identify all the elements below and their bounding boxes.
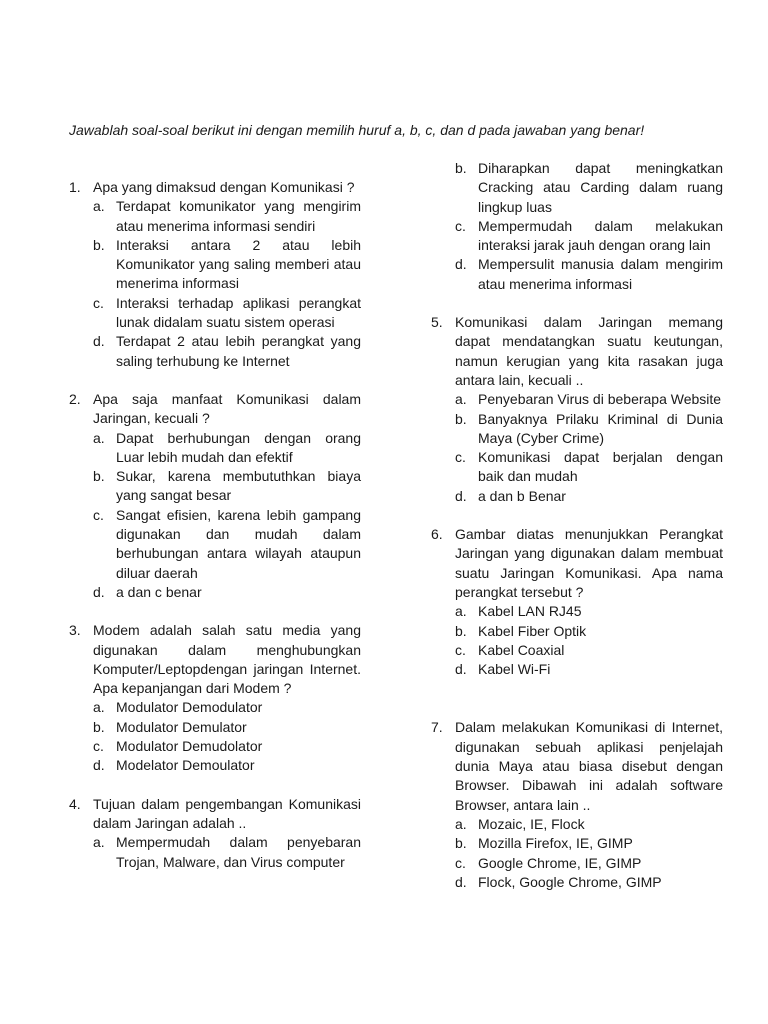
option-letter: c. — [455, 217, 466, 234]
option-text: Kabel LAN RJ45 — [478, 603, 582, 620]
option-d — [93, 583, 361, 602]
option-text: Mozaic, IE, Flock — [478, 815, 585, 832]
option-text: Komunikasi dapat berjalan dengan baik dan mudah — [478, 449, 723, 485]
option-letter: a. — [455, 815, 467, 832]
option-letter: d. — [455, 873, 467, 890]
option-letter: c. — [93, 506, 104, 523]
option-letter: d. — [455, 487, 467, 504]
option-text: Diharapkan dapat meningkatkan Cracking atau Carding dalam ruang lingkup luas — [478, 160, 723, 215]
option-letter: b. — [455, 835, 467, 852]
option-text: Interaksi terhadap aplikasi perangkat lunak didalam suatu sistem operasi — [116, 294, 361, 331]
right-column — [431, 159, 723, 911]
question-text: Tujuan dalam pengembangan Komunikasi dalam Jaringan adalah .. — [93, 795, 361, 831]
option-text: Google Chrome, IE, GIMP — [478, 854, 642, 871]
instruction-text: Jawablah soal-soal berikut ini dengan memilih huruf a, b, c, dan d pada jawaban yang benar! — [69, 122, 645, 138]
option-a — [455, 390, 723, 409]
option-c — [93, 506, 361, 583]
question-number: 5. — [431, 314, 443, 331]
option-text: Flock, Google Chrome, GIMP — [478, 873, 662, 890]
question-number: 1. — [69, 179, 81, 195]
option-a — [93, 197, 361, 236]
question-number: 6. — [431, 526, 443, 543]
option-a — [455, 602, 723, 621]
option-text: Sukar, karena membututhkan biaya yang sangat besar — [116, 468, 361, 504]
option-b — [455, 834, 723, 853]
option-text: Banyaknya Prilaku Kriminal di Dunia Maya (Cyber Crime) — [478, 410, 723, 446]
option-letter: c. — [93, 738, 104, 755]
option-text: Mozilla Firefox, IE, GIMP — [478, 835, 633, 852]
option-a — [93, 698, 361, 717]
left-column — [69, 178, 361, 891]
question-number: 2. — [69, 390, 81, 407]
option-letter: d. — [93, 757, 105, 774]
option-c — [455, 854, 723, 873]
option-letter: d. — [93, 583, 105, 600]
option-text: Mempersulit manusia dalam mengirim atau menerima informasi — [478, 256, 723, 292]
option-text: Terdapat komunikator yang mengirim atau menerima informasi sendiri — [116, 198, 361, 234]
option-b — [93, 467, 361, 506]
option-text: Modelator Demoulator — [116, 757, 255, 774]
option-d — [455, 873, 723, 892]
option-d — [455, 660, 723, 679]
question-number: 4. — [69, 795, 81, 812]
option-text: Modulator Demudolator — [116, 738, 263, 755]
option-text: a dan c benar — [116, 583, 202, 600]
option-text: Kabel Fiber Optik — [478, 622, 587, 639]
option-text: Mempermudah dalam penyebaran Trojan, Malware, dan Virus computer — [116, 834, 361, 870]
option-text: a dan b Benar — [478, 487, 566, 504]
option-c — [455, 217, 723, 256]
option-b — [93, 236, 361, 294]
option-letter: d. — [455, 256, 467, 273]
option-letter: c. — [455, 641, 466, 658]
option-text: Penyebaran Virus di beberapa Website — [478, 391, 722, 408]
question-7 — [431, 718, 723, 892]
option-letter: d. — [455, 661, 467, 678]
question-text: Modem adalah salah satu media yang digunakan dalam menghubungkan Komputer/Leptopdengan jaringan Internet. Apa kepanjangan dari Modem ? — [93, 622, 361, 697]
option-c — [455, 448, 723, 487]
option-text: Kabel Coaxial — [478, 641, 565, 658]
option-text: Dapat berhubungan dengan orang Luar lebih mudah dan efektif — [116, 429, 361, 465]
question-3 — [69, 621, 361, 775]
option-letter: a. — [93, 834, 105, 851]
question-4 — [69, 795, 361, 872]
option-a — [93, 833, 361, 872]
question-4-continued — [431, 159, 723, 294]
option-letter: b. — [93, 718, 105, 735]
option-letter: a. — [93, 429, 105, 446]
option-b — [455, 159, 723, 217]
option-a — [93, 429, 361, 468]
option-letter: d. — [93, 333, 105, 350]
option-d — [93, 756, 361, 775]
option-text: Interaksi antara 2 atau lebih Komunikator yang saling memberi atau menerima informasi — [116, 236, 361, 292]
question-1 — [69, 178, 361, 371]
option-letter: a. — [455, 603, 467, 620]
option-d — [455, 255, 723, 294]
option-b — [455, 410, 723, 449]
option-text: Sangat efisien, karena lebih gampang digunakan dan mudah dalam berhubungan antara wilayah ataupun diluar daerah — [116, 506, 361, 581]
question-number: 3. — [69, 622, 81, 639]
option-text: Mempermudah dalam melakukan interaksi jarak jauh dengan orang lain — [478, 217, 723, 254]
option-text: Modulator Demulator — [116, 718, 247, 735]
option-c — [455, 641, 723, 660]
option-letter: b. — [93, 236, 105, 253]
option-letter: b. — [455, 160, 467, 176]
option-letter: b. — [93, 468, 105, 485]
option-letter: a. — [93, 198, 105, 215]
option-letter: a. — [455, 391, 467, 408]
question-text: Apa saja manfaat Komunikasi dalam Jaringan, kecuali ? — [93, 390, 361, 427]
question-5 — [431, 313, 723, 506]
option-letter: a. — [93, 699, 105, 716]
question-number: 7. — [431, 719, 443, 736]
question-text: Dalam melakukan Komunikasi di Internet, digunakan sebuah aplikasi penjelajah dunia Maya atau biasa disebut dengan Browser. Dibawah ini adalah software Browser, antara lain .. — [455, 719, 723, 813]
option-text: Kabel Wi-Fi — [478, 661, 551, 678]
option-letter: b. — [455, 622, 467, 639]
question-6 — [431, 525, 723, 679]
option-letter: c. — [455, 854, 466, 871]
question-2 — [69, 390, 361, 602]
option-d — [455, 487, 723, 506]
option-b — [93, 718, 361, 737]
option-c — [93, 737, 361, 756]
option-c — [93, 294, 361, 333]
option-letter: c. — [455, 449, 466, 466]
option-d — [93, 332, 361, 371]
question-text: Gambar diatas menunjukkan Perangkat Jaringan yang digunakan dalam membuat suatu Jaringan Komunikasi. Apa nama perangkat tersebut ? — [455, 526, 723, 600]
option-a — [455, 815, 723, 834]
option-letter: c. — [93, 294, 104, 311]
question-text: Komunikasi dalam Jaringan memang dapat mendatangkan suatu keutungan, namun kerugian yang kita rasakan juga antara lain, kecuali .. — [455, 314, 723, 388]
option-text: Modulator Demodulator — [116, 699, 263, 716]
option-b — [455, 622, 723, 641]
option-text: Terdapat 2 atau lebih perangkat yang saling terhubung ke Internet — [116, 333, 361, 369]
option-letter: b. — [455, 410, 467, 427]
question-text: Apa yang dimaksud dengan Komunikasi ? — [93, 179, 355, 195]
